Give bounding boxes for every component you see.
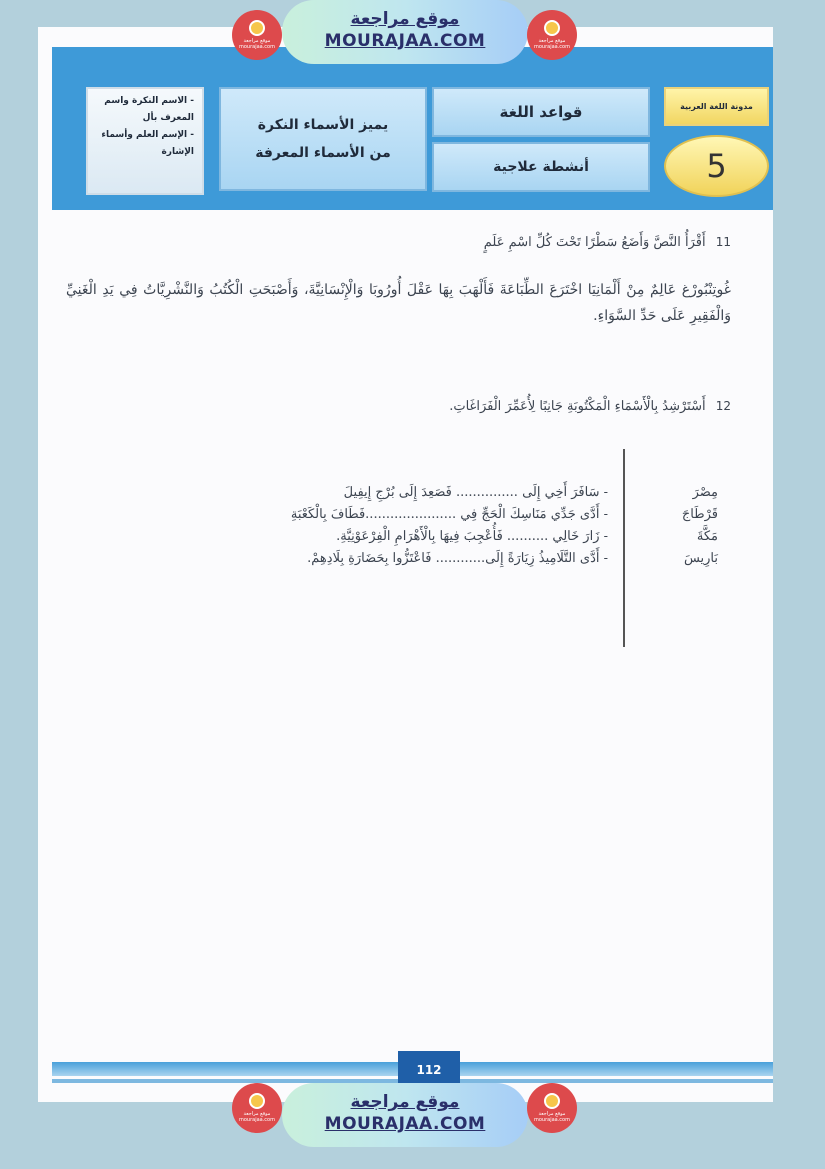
objective-box [219,87,427,191]
names-list [638,482,718,570]
instruction-text: أَقْرَأُ النَّصَّ وَأَضَعُ سَطْرًا تَحْتَ كُلِّ اسْمِ عَلَمٍ [483,235,706,250]
sentence-item: - أَدَّى التَّلَامِيذُ زِيَارَةً إِلَى............ فَاعْتَزُّوا بِحَضَارَةِ بِلَادِهِمْ. [307,551,608,566]
site-logo-badge-left-top [232,10,282,60]
site-name-en: MOURAJAA.COM [324,1114,486,1134]
site-logo-badge-left-bottom [232,1083,282,1133]
sentence-item: - سَافَرَ أَخِي إِلَى ............... فَصَعِدَ إِلَى بُرْجِ إِيفِيلَ [343,485,608,500]
worksheet-page [38,27,773,1102]
site-banner-top[interactable] [282,0,528,64]
exercise-12-instruction [251,399,731,414]
site-name-ar: موقع مراجعة [350,1092,460,1112]
lesson-header [52,47,773,210]
badge-text: mourajaa.com [238,44,275,50]
site-name-ar: موقع مراجعة [350,9,460,29]
name-item: بَارِيسَ [683,551,718,566]
site-logo-badge-right-top [527,10,577,60]
sentence-item: - زَارَ خَالِي .......... فَأُعْجِبَ فِيهَا بِالْأَهْرَامِ الْفِرْعَوْنِيَّةِ. [336,529,608,544]
objective-line: من الأسماء المعرفة [255,145,391,161]
badge-text: mourajaa.com [238,1117,275,1123]
logo-icon [249,20,265,36]
site-name-en: MOURAJAA.COM [324,31,486,51]
badge-text: موقع مراجعة [243,38,271,44]
badge-text: موقع مراجعة [538,38,566,44]
exercise-11-text: غُوتِنْبُورْغ عَالِمٌ مِنْ أَلْمَانِيَا اخْتَرَعَ الطِّبَاعَةَ فَأَلْهَبَ بِهَا عَقْلَ أُورُوبَا وَالْإِنْسَانِيَّةَ، وَأَصْبَحَتِ الْكُتُبُ وَالنَّشْرِيَّاتُ فِي يَدِ الْغَنِيِّ وَالْفَقِيرِ عَلَى حَدِّ السَّوَاءِ. [66,282,731,324]
site-logo-badge-right-bottom [527,1083,577,1133]
name-item: قَرْطَاجَ [681,507,718,522]
subject-label: مدونة اللغة العربية [680,102,753,111]
page-number: 112 [398,1051,460,1089]
exercise-number: 12 [715,399,731,413]
unit-number: 5 [706,147,727,185]
badge-text: mourajaa.com [533,44,570,50]
note-line: - الاسم النكرة واسم المعرف بأل [104,96,194,123]
logo-icon [249,1093,265,1109]
exercise-11-instruction [251,235,731,250]
note-line: - الإسم العلم وأسماء الإشارة [101,130,194,157]
fill-in-sentences [178,482,608,570]
name-item: مَكَّةَ [696,529,718,544]
badge-text: mourajaa.com [533,1117,570,1123]
divider-line [623,449,625,647]
exercise-number: 11 [715,235,731,249]
badge-text: موقع مراجعة [538,1111,566,1117]
unit-number-badge [664,135,769,197]
objective-line: يميز الأسماء النكرة [257,117,389,133]
field-label: قواعد اللغة [499,103,583,121]
field-box [432,87,650,137]
instruction-text: أَسْتَرْشِدُ بِالْأَسْمَاءِ الْمَكْتُوبَةِ جَانِبًا لِأُعَمِّرَ الْفَرَاغَاتِ. [449,399,706,414]
sentence-item: - أَدَّى جَدِّي مَنَاسِكَ الْحَجِّ فِي ......................فَطَافَ بِالْكَعْبَةِ [290,507,608,522]
site-banner-bottom[interactable] [282,1083,528,1147]
activity-box [432,142,650,192]
name-item: مِصْرَ [692,485,718,500]
logo-icon [544,20,560,36]
badge-text: موقع مراجعة [243,1111,271,1117]
subject-box [664,87,769,126]
logo-icon [544,1093,560,1109]
lesson-notes-box [86,87,204,195]
activity-label: أنشطة علاجية [493,159,589,175]
